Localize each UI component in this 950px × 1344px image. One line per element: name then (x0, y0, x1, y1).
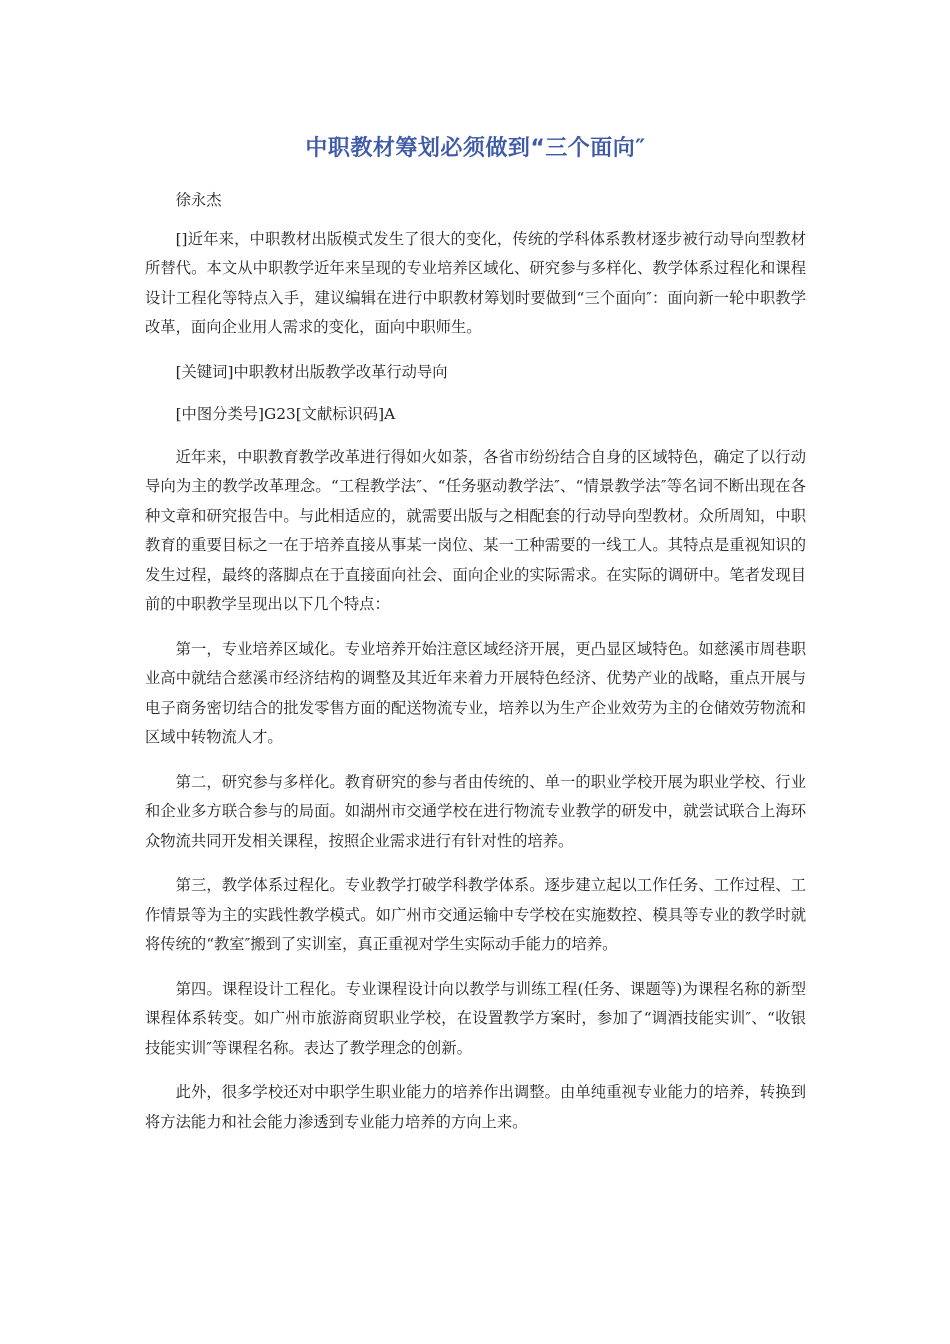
article-title: 中职教材筹划必须做到“三个面向″ (305, 136, 646, 161)
body-paragraph: 第四。课程设计工程化。专业课程设计向以教学与训练工程(任务、课题等)为课程名称的新型课程体系转变。如广州市旅游商贸职业学校，在设置教学方案时，参加了“调酒技能实训″、“收银技能实训″等课程名称。表达了教学理念的创新。 (145, 979, 806, 1057)
body-paragraph: 第二，研究参与多样化。教育研究的参与者由传统的、单一的职业学校开展为职业学校、行业和企业多方联合参与的局面。如湖州市交通学校在进行物流专业教学的研发中，就尝试联合上海环众物流共同开发相关课程，按照企业需求进行有针对性的培养。 (145, 772, 806, 850)
body-paragraph: 第一，专业培养区域化。专业培养开始注意区域经济开展，更凸显区域特色。如慈溪市周巷职业高中就结合慈溪市经济结构的调整及其近年来着力开展特色经济、优势产业的战略，重点开展与电子商务密切结合的批发零售方面的配送物流专业，培养以为生产企业效劳为主的仓储效劳物流和区域中转物流人才。 (145, 639, 806, 746)
author-name: 徐永杰 (175, 191, 222, 209)
body-paragraph: 近年来，中职教育教学改革进行得如火如荼，各省市纷纷结合自身的区域特色，确定了以行动导向为主的教学改革理念。“工程教学法″、“任务驱动教学法″、“情景教学法″等名词不断出现在各种文章和研究报告中。与此相适应的，就需要出版与之相配套的行动导向型教材。众所周知，中职教育的重要目标之一在于培养直接从事某一岗位、某一工种需要的一线工人。其特点是重视知识的发生过程，最终的落脚点在于直接面向社会、面向企业的实际需求。在实际的调研中。笔者发现目前的中职教学呈现出以下几个特点： (145, 447, 806, 613)
abstract-paragraph: []近年来，中职教材出版模式发生了很大的变化，传统的学科体系教材逐步被行动导向型教材所替代。本文从中职教学近年来呈现的专业培养区域化、研究参与多样化、教学体系过程化和课程设计工程化等特点入手，建议编辑在进行中职教材筹划时要做到“三个面向″：面向新一轮中职教学改革，面向企业用人需求的变化，面向中职师生。 (145, 229, 806, 336)
classification-line: [中图分类号]G23[文献标识码]A (175, 405, 396, 423)
body-paragraph: 此外，很多学校还对中职学生职业能力的培养作出调整。由单纯重视专业能力的培养，转换到将方法能力和社会能力渗透到专业能力培养的方向上来。 (145, 1083, 806, 1131)
body-paragraph: 第三，教学体系过程化。专业教学打破学科教学体系。逐步建立起以工作任务、工作过程、工作情景等为主的实践性教学模式。如广州市交通运输中专学校在实施数控、模具等专业的教学时就将传统的“教室″搬到了实训室，真正重视对学生实际动手能力的培养。 (145, 876, 806, 953)
keywords-line: [关键词]中职教材出版教学改革行动导向 (175, 362, 448, 381)
